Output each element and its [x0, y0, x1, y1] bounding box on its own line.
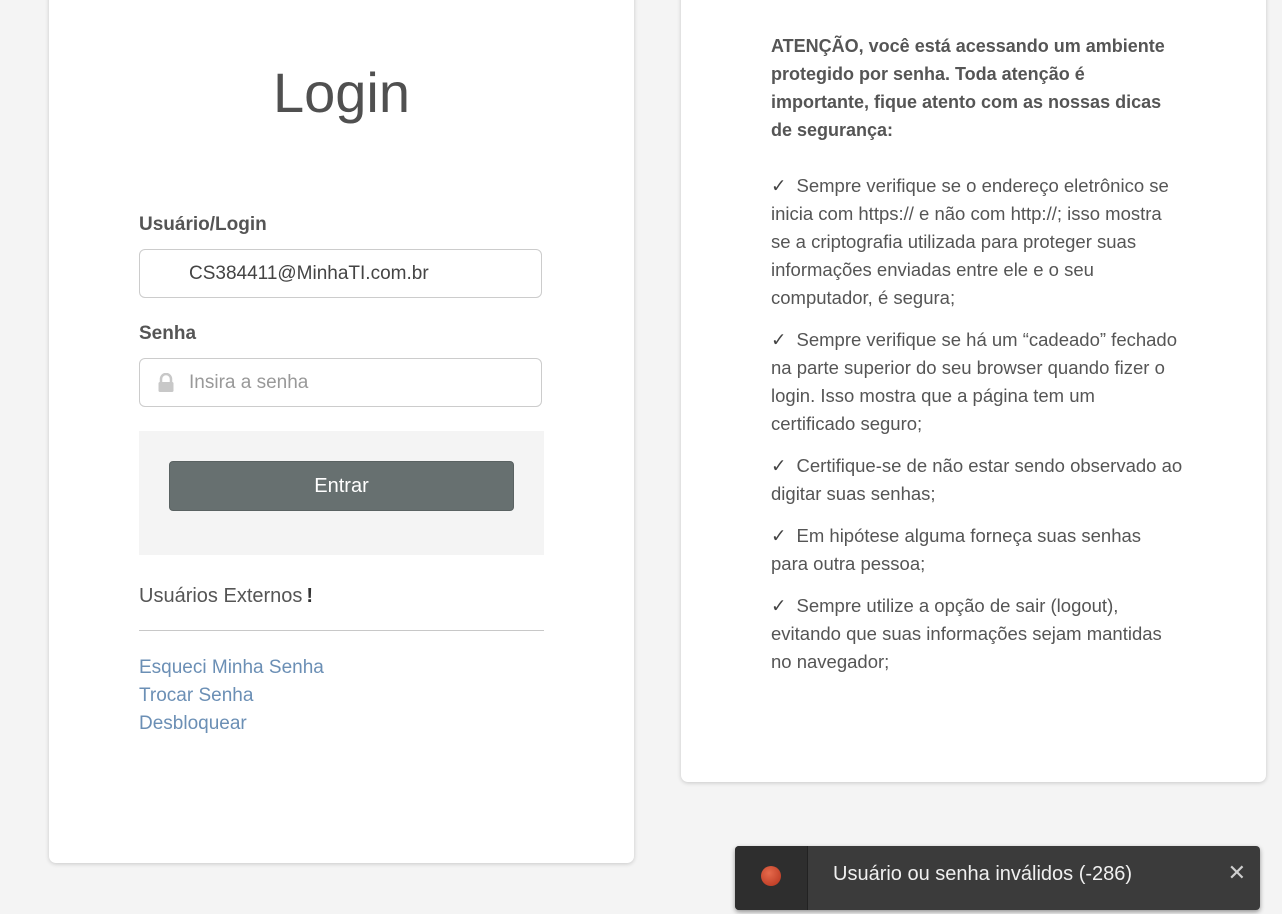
unlock-link[interactable]: Desbloquear	[139, 713, 247, 734]
password-input[interactable]	[189, 359, 529, 406]
divider	[139, 630, 544, 631]
username-field-wrapper	[139, 249, 542, 298]
username-label: Usuário/Login	[139, 214, 267, 235]
forgot-password-link[interactable]: Esqueci Minha Senha	[139, 657, 324, 678]
exclamation-icon: !	[306, 585, 314, 607]
tip-text: Sempre verifique se há um “cadeado” fechado na parte superior do seu browser quando fizer o login. Isso mostra que a página tem um certificado seguro;	[771, 329, 1178, 434]
username-input[interactable]	[189, 250, 529, 297]
checkmark-icon: ✓	[771, 525, 787, 546]
list-item	[771, 172, 1183, 312]
checkmark-icon: ✓	[771, 595, 787, 616]
error-toast	[735, 846, 1260, 910]
tip-text: Em hipótese alguma forneça suas senhas para outra pessoa;	[771, 525, 1142, 574]
enter-button[interactable]: Entrar	[169, 461, 514, 511]
password-label: Senha	[139, 323, 197, 344]
tip-text: Certifique-se de não estar sendo observado ao digitar suas senhas;	[771, 455, 1183, 504]
account-links	[139, 654, 324, 738]
button-area	[139, 431, 544, 555]
password-field-wrapper	[139, 358, 542, 407]
change-password-link[interactable]: Trocar Senha	[139, 685, 254, 706]
lock-icon	[157, 373, 175, 393]
security-tips	[771, 172, 1183, 690]
list-item	[771, 452, 1183, 508]
list-item	[771, 522, 1183, 578]
close-icon[interactable]: ✕	[1227, 860, 1246, 885]
page-title: Login	[272, 61, 411, 124]
security-card	[681, 0, 1266, 782]
security-notice: ATENÇÃO, você está acessando um ambiente protegido por senha. Toda atenção é importante, fique atento com as nossas dicas de segurança:	[771, 36, 1165, 140]
toast-message: Usuário ou senha inválidos (-286)	[833, 863, 1133, 885]
checkmark-icon: ✓	[771, 329, 787, 350]
external-users[interactable]	[139, 585, 313, 608]
checkmark-icon: ✓	[771, 175, 787, 196]
list-item	[771, 592, 1183, 676]
list-item	[771, 326, 1183, 438]
toast-icon-box	[735, 846, 808, 910]
login-card	[49, 0, 634, 863]
external-users-label: Usuários Externos	[139, 585, 303, 607]
checkmark-icon: ✓	[771, 455, 787, 476]
error-dot-icon	[761, 866, 781, 886]
tip-text: Sempre verifique se o endereço eletrônico se inicia com https:// e não com http://; isso mostra se a criptografia utilizada para proteger suas informações enviadas entre ele e o seu computador, é segura;	[771, 175, 1169, 308]
tip-text: Sempre utilize a opção de sair (logout), evitando que suas informações sejam mantidas no navegador;	[771, 595, 1162, 672]
